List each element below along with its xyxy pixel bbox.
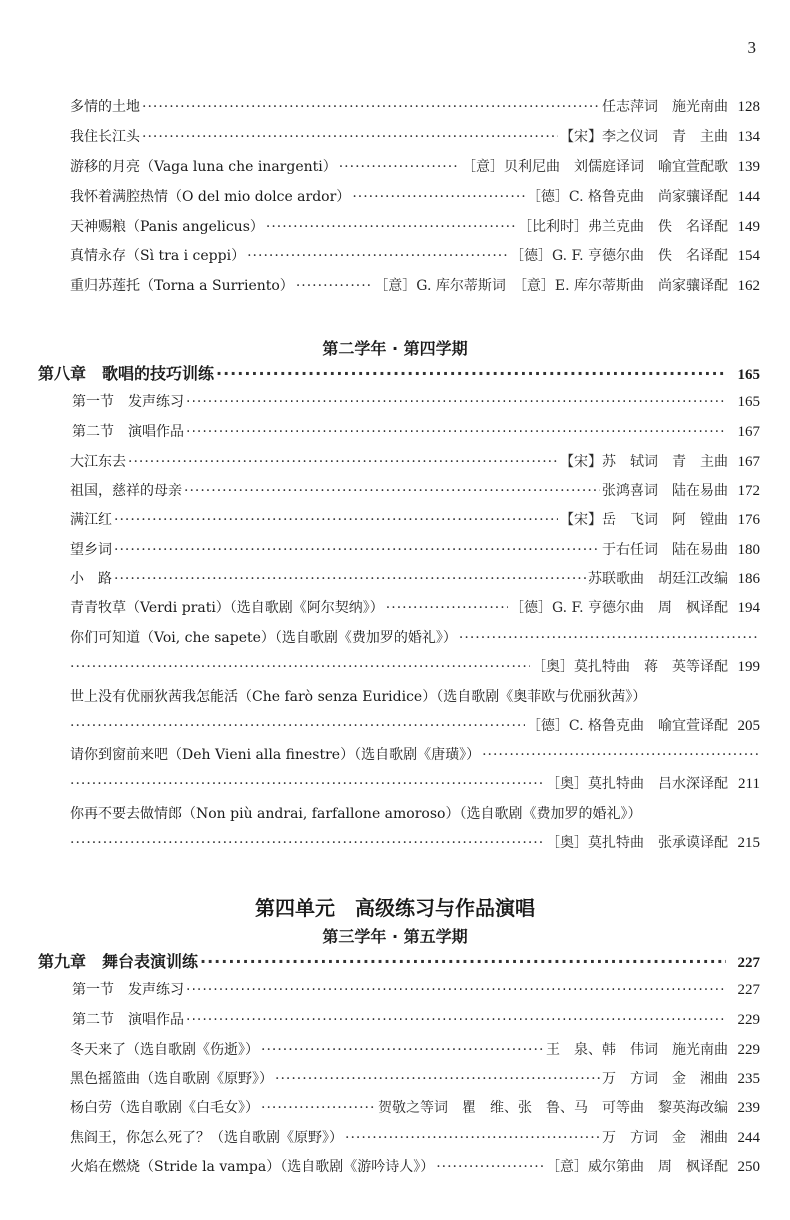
entry-page: 134 — [737, 129, 760, 145]
entry-credit: ［德］G. F. 亨德尔曲 佚 名译配 — [509, 248, 728, 264]
leader-dots — [184, 479, 600, 503]
chapter-title: 第九章 舞台表演训练 — [38, 952, 199, 971]
entry-credit: ［比利时］弗兰克曲 佚 名译配 — [518, 219, 728, 235]
entry-title: 重归苏莲托（Torna a Surriento） — [70, 278, 294, 294]
entry-credit: ［奥］莫扎特曲 吕水深译配 — [546, 776, 728, 792]
entry-credit: ［意］G. 库尔蒂斯词 ［意］E. 库尔蒂斯曲 尚家骧译配 — [374, 278, 728, 294]
entry-page: 235 — [737, 1071, 760, 1087]
entry-page: 176 — [737, 512, 760, 528]
unit-heading: 第四单元 高级练习与作品演唱 — [255, 896, 535, 920]
entry-page: 162 — [737, 278, 760, 294]
entry-credit: 张鸿喜词 陆在易曲 — [602, 483, 728, 499]
toc-entry-line1 — [70, 685, 760, 709]
leader-dots — [114, 567, 586, 591]
chapter-entry — [38, 362, 760, 386]
entry-credit: 【宋】苏 轼词 青 主曲 — [560, 454, 728, 470]
section-page: 227 — [737, 982, 760, 998]
entry-title: 冬天来了（选自歌剧《伤逝》） — [70, 1042, 259, 1058]
toc-entry — [70, 1038, 760, 1062]
entry-title: 黑色摇篮曲（选自歌剧《原野》） — [70, 1071, 273, 1087]
entry-title: 多情的土地 — [70, 99, 140, 115]
entry-title: 杨白劳（选自歌剧《白毛女》） — [70, 1100, 259, 1116]
entry-credit: ［意］威尔第曲 周 枫译配 — [546, 1159, 728, 1175]
section-entry — [72, 390, 760, 414]
leader-dots — [70, 655, 530, 679]
entry-credit: 万 方词 金 湘曲 — [602, 1071, 728, 1087]
toc-entry — [70, 450, 760, 474]
entry-title: 祖国，慈祥的母亲 — [70, 483, 182, 499]
leader-dots — [142, 95, 600, 119]
entry-title: 真情永存（Sì tra i ceppi） — [70, 248, 246, 264]
entry-credit: 苏联歌曲 胡廷江改编 — [588, 571, 728, 587]
leader-dots — [186, 420, 726, 444]
entry-credit: ［奥］莫扎特曲 蒋 英等译配 — [532, 659, 728, 675]
entry-page: 139 — [737, 159, 760, 175]
entry-title: 满江红 — [70, 512, 112, 528]
toc-entry — [70, 185, 760, 209]
entry-page: 128 — [737, 99, 760, 115]
toc-entry — [70, 508, 760, 532]
toc-entry — [70, 125, 760, 149]
entry-credit: 王 泉、韩 伟词 施光南曲 — [546, 1042, 728, 1058]
leader-dots — [296, 274, 372, 298]
chapter-title: 第八章 歌唱的技巧训练 — [38, 364, 215, 383]
entry-credit: 任志萍词 施光南曲 — [602, 99, 728, 115]
entry-credit: 【宋】李之仪词 青 主曲 — [560, 129, 728, 145]
entry-credit: ［德］C. 格鲁克曲 喻宜萱译配 — [526, 718, 728, 734]
toc-entry — [70, 155, 760, 179]
section-page: 165 — [737, 394, 760, 410]
entry-credit: ［意］贝利尼曲 刘儒庭译词 喻宜萱配歌 — [462, 159, 728, 175]
leader-dots — [70, 831, 544, 855]
toc-entry — [70, 244, 760, 268]
entry-page: 180 — [737, 542, 760, 558]
toc-entry-line2 — [70, 831, 760, 855]
entry-title: 我住长江头 — [70, 129, 140, 145]
section-entry — [72, 978, 760, 1002]
entry-credit: ［奥］莫扎特曲 张承谟译配 — [546, 835, 728, 851]
toc-entry-line1 — [70, 626, 760, 650]
leader-dots — [186, 1008, 726, 1032]
leader-dots — [186, 390, 726, 414]
entry-credit: 于右任词 陆在易曲 — [602, 542, 728, 558]
leader-dots — [386, 596, 508, 620]
entry-page: 167 — [737, 454, 760, 470]
leader-dots — [261, 1038, 544, 1062]
toc-entry — [70, 1126, 760, 1150]
leader-dots — [459, 626, 758, 650]
entry-page: 144 — [737, 189, 760, 205]
section-title: 第二节 演唱作品 — [72, 1012, 184, 1028]
leader-dots — [261, 1096, 376, 1120]
entry-title: 你们可知道（Voi, che sapete）（选自歌剧《费加罗的婚礼》） — [70, 630, 457, 646]
leader-dots — [339, 155, 460, 179]
entry-credit: 万 方词 金 湘曲 — [602, 1130, 728, 1146]
entry-page: 194 — [737, 600, 760, 616]
leader-dots — [247, 244, 508, 268]
section-title: 第一节 发声练习 — [72, 982, 184, 998]
leader-dots — [114, 508, 558, 532]
entry-page: 244 — [737, 1130, 760, 1146]
toc-entry — [70, 1067, 760, 1091]
entry-title: 请你到窗前来吧（Deh Vieni alla finestre）（选自歌剧《唐璜》） — [70, 747, 481, 763]
toc-entry — [70, 274, 760, 298]
leader-dots — [128, 450, 558, 474]
term-heading: 第二学年 · 第四学期 — [322, 339, 468, 358]
entry-title: 火焰在燃烧（Stride la vampa）（选自歌剧《游吟诗人》） — [70, 1159, 435, 1175]
chapter-page: 165 — [737, 367, 760, 383]
entry-page: 154 — [737, 248, 760, 264]
section-entry — [72, 1008, 760, 1032]
entry-title: 天神赐粮（Panis angelicus） — [70, 219, 264, 235]
section-page: 229 — [737, 1012, 760, 1028]
leader-dots — [345, 1126, 600, 1150]
entry-title: 世上没有优丽狄茜我怎能活（Che farò senza Euridice）（选自歌剧《奥菲欧与优丽狄茜》） — [70, 689, 647, 705]
leader-dots — [216, 362, 726, 386]
toc-entry — [70, 215, 760, 239]
leader-dots — [142, 125, 558, 149]
leader-dots — [275, 1067, 600, 1091]
entry-page: 250 — [737, 1159, 760, 1175]
leader-dots — [114, 538, 600, 562]
entry-title: 我怀着满腔热情（O del mio dolce ardor） — [70, 189, 351, 205]
leader-dots — [200, 950, 726, 974]
entry-credit: 贺敬之等词 瞿 维、张 鲁、马 可等曲 黎英海改编 — [378, 1100, 728, 1116]
entry-page: 215 — [737, 835, 760, 851]
leader-dots — [70, 714, 525, 738]
entry-title: 青青牧草（Verdi prati）（选自歌剧《阿尔契纳》） — [70, 600, 384, 616]
entry-title: 焦阎王，你怎么死了？（选自歌剧《原野》） — [70, 1130, 343, 1146]
toc-entry-line2 — [70, 655, 760, 679]
section-page: 167 — [737, 424, 760, 440]
entry-title: 游移的月亮（Vaga luna che inargenti） — [70, 159, 337, 175]
entry-title: 你再不要去做情郎（Non più andrai, farfallone amoroso）（选自歌剧《费加罗的婚礼》） — [70, 806, 642, 822]
toc-entry — [70, 596, 760, 620]
entry-page: 205 — [737, 718, 760, 734]
entry-page: 229 — [737, 1042, 760, 1058]
toc-entry — [70, 95, 760, 119]
leader-dots — [266, 215, 516, 239]
entry-page: 149 — [737, 219, 760, 235]
toc-entry — [70, 479, 760, 503]
entry-page: 239 — [737, 1100, 760, 1116]
entry-page: 186 — [737, 571, 760, 587]
entry-credit: 【宋】岳 飞词 阿 镗曲 — [560, 512, 728, 528]
toc-entry — [70, 1096, 760, 1120]
toc-entry-line1 — [70, 802, 760, 826]
entry-credit: ［德］G. F. 亨德尔曲 周 枫译配 — [509, 600, 728, 616]
chapter-page: 227 — [737, 955, 760, 971]
leader-dots — [352, 185, 525, 209]
section-entry — [72, 420, 760, 444]
toc-entry-line2 — [70, 772, 760, 796]
entry-title: 大江东去 — [70, 454, 126, 470]
entry-credit: ［德］C. 格鲁克曲 尚家骧译配 — [526, 189, 728, 205]
entry-page: 172 — [737, 483, 760, 499]
leader-dots — [186, 978, 726, 1002]
toc-entry-line1 — [70, 743, 760, 767]
leader-dots — [482, 743, 758, 767]
chapter-entry — [38, 950, 760, 974]
leader-dots — [70, 772, 544, 796]
page-number: 3 — [747, 38, 756, 57]
leader-dots — [436, 1155, 544, 1179]
entry-title: 望乡词 — [70, 542, 112, 558]
toc-entry — [70, 567, 760, 591]
section-title: 第二节 演唱作品 — [72, 424, 184, 440]
toc-entry — [70, 1155, 760, 1179]
entry-page: 211 — [738, 776, 760, 792]
term-heading: 第三学年 · 第五学期 — [322, 927, 468, 946]
toc-entry-line2 — [70, 714, 760, 738]
entry-page: 199 — [737, 659, 760, 675]
toc-entry — [70, 538, 760, 562]
entry-title: 小 路 — [70, 571, 112, 587]
section-title: 第一节 发声练习 — [72, 394, 184, 410]
